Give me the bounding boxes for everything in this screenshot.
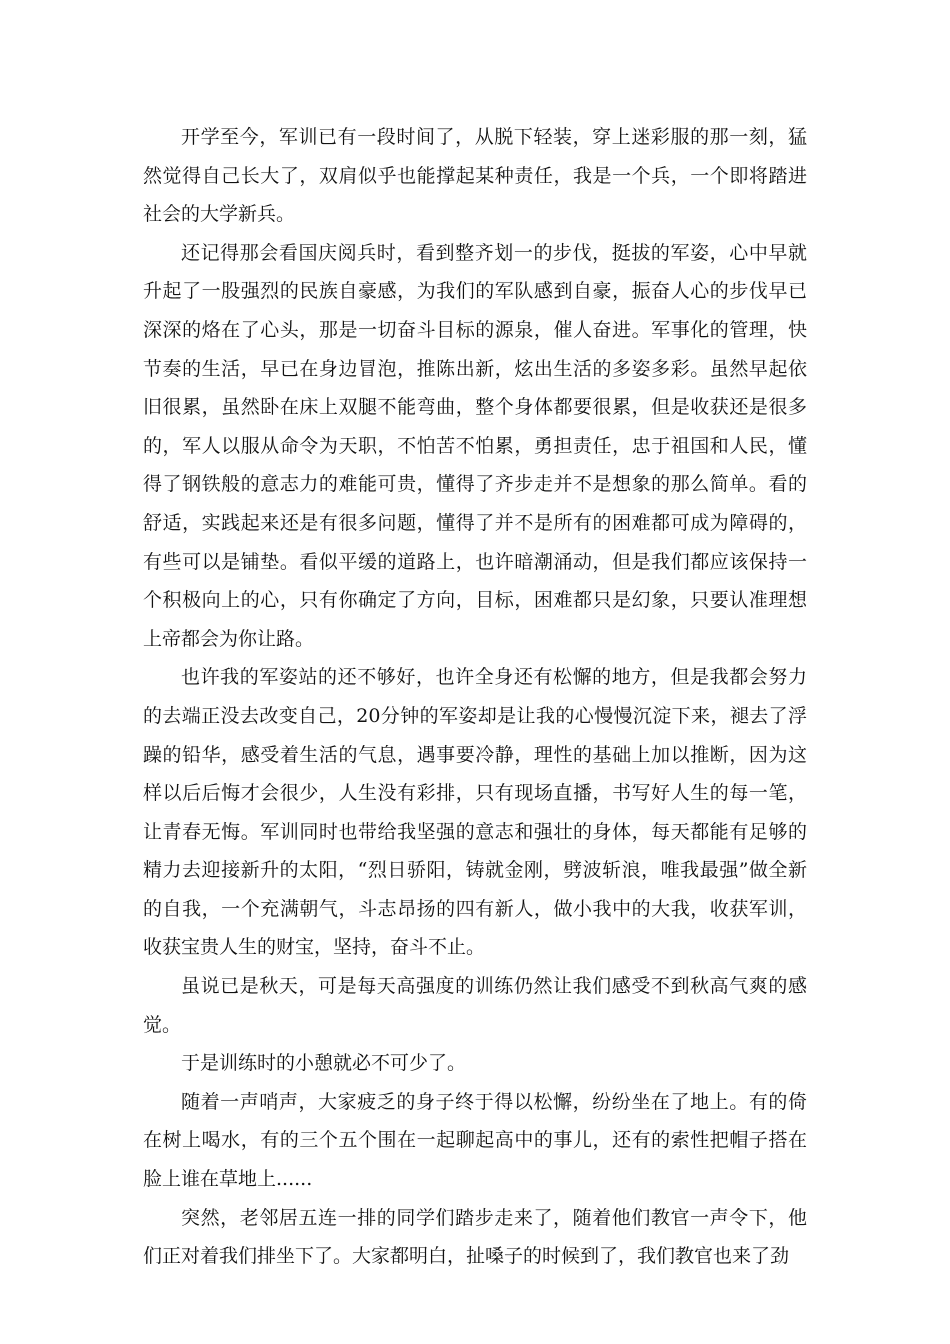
paragraph-2: 还记得那会看国庆阅兵时，看到整齐划一的步伐，挺拔的军姿，心中早就升起了一股强烈的民族自豪感，为我们的军队感到自豪，振奋人心的步伐早已深深的烙在了心头，那是一切奋斗目标的源泉，催人奋进。军事化的管理，快节奏的生活，早已在身边冒泡，推陈出新，炫出生活的多姿多彩。虽然早起依旧很累，虽然卧在床上双腿不能弯曲，整个身体都要很累，但是收获还是很多的，军人以服从命令为天职，不怕苦不怕累，勇担责任，忠于祖国和人民，懂得了钢铁般的意志力的难能可贵，懂得了齐步走并不是想象的那么简单。看的舒适，实践起来还是有很多问题，懂得了并不是所有的困难都可成为障碍的，有些可以是铺垫。看似平缓的道路上，也许暗潮涌动，但是我们都应该保持一个积极向上的心，只有你确定了方向，目标，困难都只是幻象，只要认准理想上帝都会为你让路。 (143, 241, 807, 650)
paragraph-6: 随着一声哨声，大家疲乏的身子终于得以松懈，纷纷坐在了地上。有的倚在树上喝水，有的三个五个围在一起聊起高中的事儿，还有的索性把帽子搭在脸上谁在草地上...... (143, 1090, 807, 1191)
paragraph-4: 虽说已是秋天，可是每天高强度的训练仍然让我们感受不到秋高气爽的感觉。 (143, 975, 807, 1036)
document-body (143, 118, 807, 1276)
paragraph-5: 于是训练时的小憩就必不可少了。 (181, 1052, 467, 1075)
paragraph-7: 突然，老邻居五连一排的同学们踏步走来了，随着他们教官一声令下，他们正对着我们排坐下了。大家都明白，扯嗓子的时候到了，我们教官也来了劲 (143, 1206, 807, 1268)
paragraph-3: 也许我的军姿站的还不够好，也许全身还有松懈的地方，但是我都会努力的去端正没去改变自己，20分钟的军姿却是让我的心慢慢沉淀下来，褪去了浮躁的铅华，感受着生活的气息，遇事要冷静，理性的基础上加以推断，因为这样以后后悔才会很少，人生没有彩排，只有现场直播，书写好人生的每一笔，让青春无悔。军训同时也带给我坚强的意志和强壮的身体，每天都能有足够的精力去迎接新升的太阳，“烈日骄阳，铸就金刚，劈波斩浪，唯我最强”做全新的自我，一个充满朝气，斗志昂扬的四有新人，做小我中的大我，收获军训，收获宝贵人生的财宝，坚持，奋斗不止。 (143, 666, 807, 959)
paragraph-1: 开学至今，军训已有一段时间了，从脱下轻装，穿上迷彩服的那一刻，猛然觉得自己长大了，双肩似乎也能撑起某种责任，我是一个兵，一个即将踏进社会的大学新兵。 (143, 126, 807, 226)
